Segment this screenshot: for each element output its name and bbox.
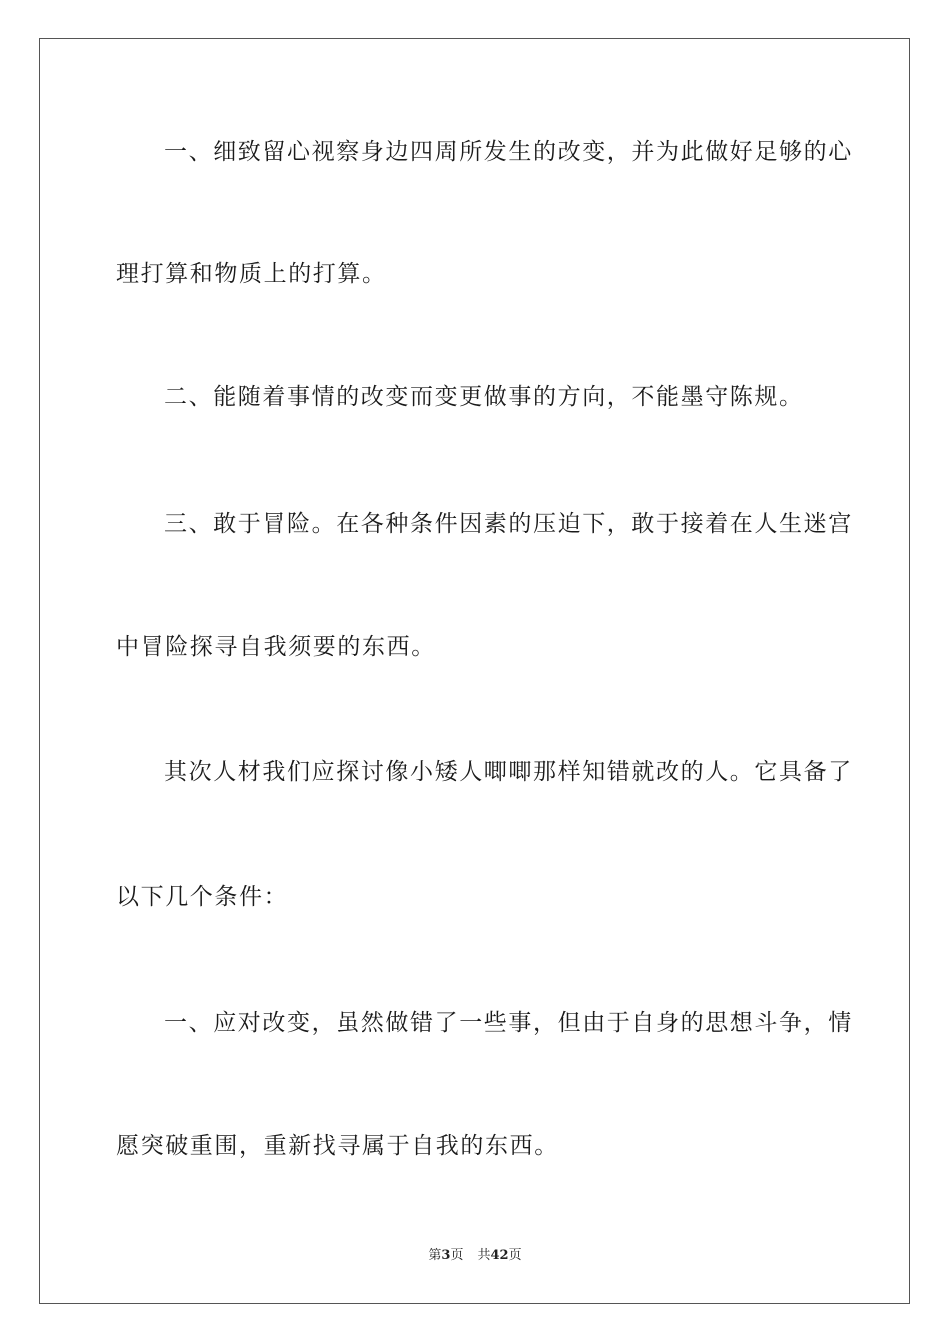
- page-number: 3: [441, 1248, 451, 1263]
- paragraph-line: 其次人材我们应探讨像小矮人唧唧那样知错就改的人。它具备了: [164, 759, 853, 785]
- paragraph-line: 愿突破重围，重新找寻属于自我的东西。: [116, 1133, 559, 1159]
- page-footer: [0, 1247, 950, 1265]
- paragraph-line: 一、应对改变，虽然做错了一些事，但由于自身的思想斗争，情: [164, 1010, 853, 1036]
- paragraph-line: 以下几个条件：: [116, 884, 289, 910]
- total-suffix: 页: [508, 1248, 522, 1263]
- paragraph-line: 二、能随着事情的改变而变更做事的方向，不能墨守陈规。: [164, 384, 804, 410]
- total-prefix: 共: [477, 1248, 491, 1263]
- page-suffix: 页: [450, 1248, 464, 1263]
- paragraph-line: 理打算和物质上的打算。: [116, 261, 387, 287]
- paragraph-line: 三、敢于冒险。在各种条件因素的压迫下，敢于接着在人生迷宫: [164, 511, 853, 537]
- page-prefix: 第: [428, 1248, 442, 1263]
- page-border: [39, 38, 910, 1304]
- paragraph-line: 一、细致留心视察身边四周所发生的改变，并为此做好足够的心: [164, 139, 853, 165]
- paragraph-line: 中冒险探寻自我须要的东西。: [116, 634, 436, 660]
- total-pages: 42: [490, 1248, 509, 1263]
